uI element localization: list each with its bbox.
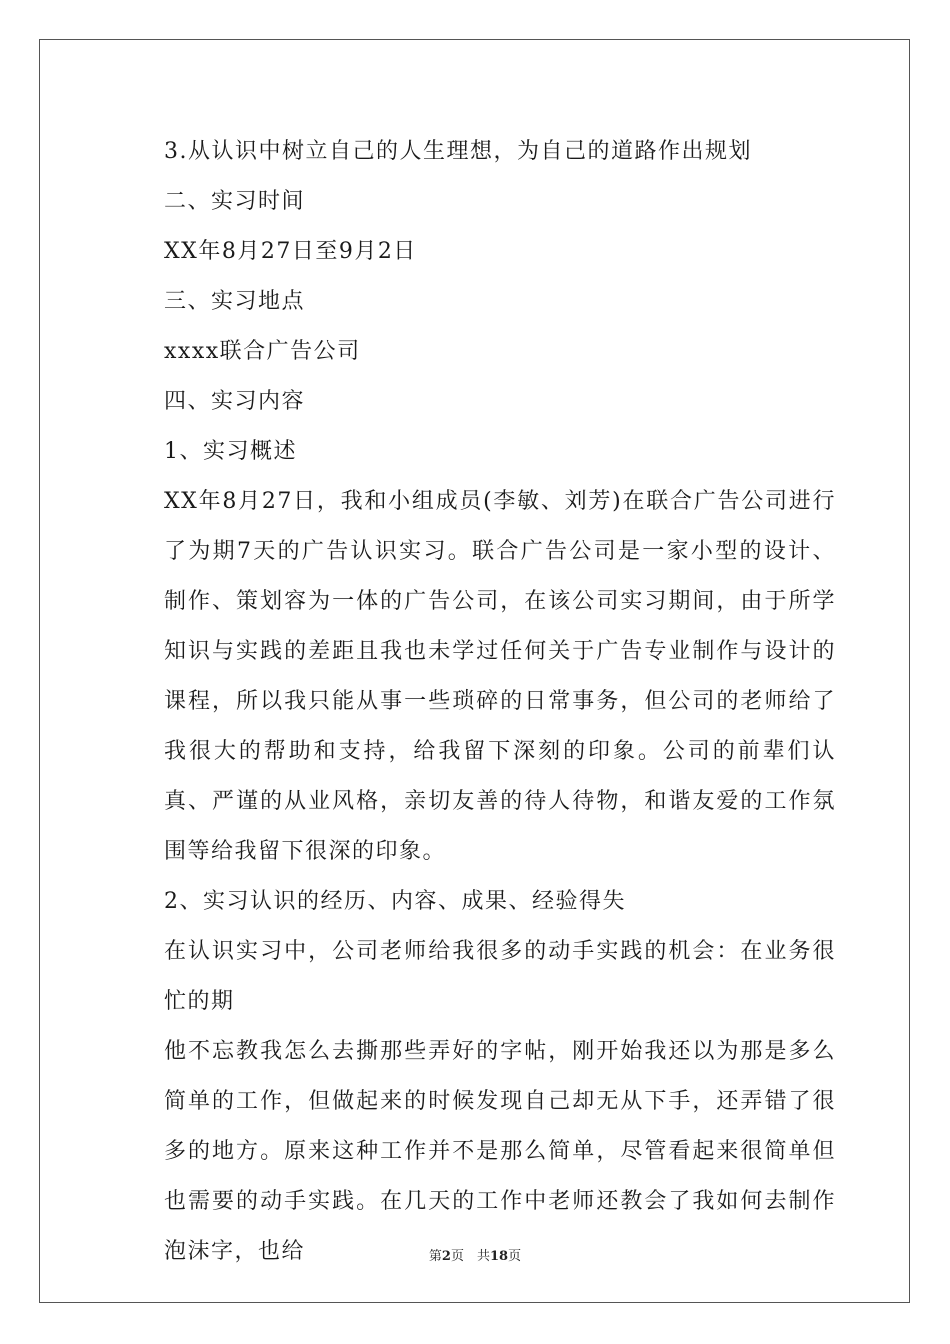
experience-paragraph: 在认识实习中，公司老师给我很多的动手实践的机会：在业务很忙的期	[164, 939, 836, 1014]
current-page-number: 2	[441, 1249, 451, 1264]
page-number-footer	[0, 1245, 950, 1264]
document-body	[164, 127, 836, 1277]
continuation-paragraph: 他不忘教我怎么去撕那些弄好的字帖，刚开始我还以为那是多么简单的工作，但做起来的时候发现自己却无从下手，还弄错了很多的地方。原来这种工作并不是那么简单，尽管看起来很简单但也需要的动手实践。在几天的工作中老师还教会了我如何去制作泡沫字，也给	[164, 1039, 836, 1264]
section-heading-time: 二、实习时间	[164, 189, 306, 214]
page-mid: 页 共	[450, 1249, 490, 1264]
internship-location: xxxx联合广告公司	[164, 339, 361, 364]
subheading-experience: 2、实习认识的经历、内容、成果、经验得失	[164, 889, 626, 914]
overview-paragraph: XX年8月27日，我和小组成员(李敏、刘芳)在联合广告公司进行了为期7天的广告认识实习。联合广告公司是一家小型的设计、制作、策划容为一体的广告公司，在该公司实习期间，由于所学知识与实践的差距且我也未学过任何关于广告专业制作与设计的课程，所以我只能从事一些琐碎的日常事务，但公司的老师给了我很大的帮助和支持，给我留下深刻的印象。公司的前辈们认真、严谨的从业风格，亲切友善的待人待物，和谐友爱的工作氛围等给我留下很深的印象。	[164, 489, 836, 864]
list-item-goal-3: 3.从认识中树立自己的人生理想，为自己的道路作出规划	[164, 139, 752, 164]
internship-date: XX年8月27日至9月2日	[164, 239, 417, 264]
page-suffix: 页	[508, 1249, 522, 1264]
section-heading-content: 四、实习内容	[164, 389, 306, 414]
total-pages-number: 18	[489, 1249, 509, 1264]
subheading-overview: 1、实习概述	[164, 439, 297, 464]
page-prefix: 第	[428, 1249, 442, 1264]
section-heading-location: 三、实习地点	[164, 289, 306, 314]
